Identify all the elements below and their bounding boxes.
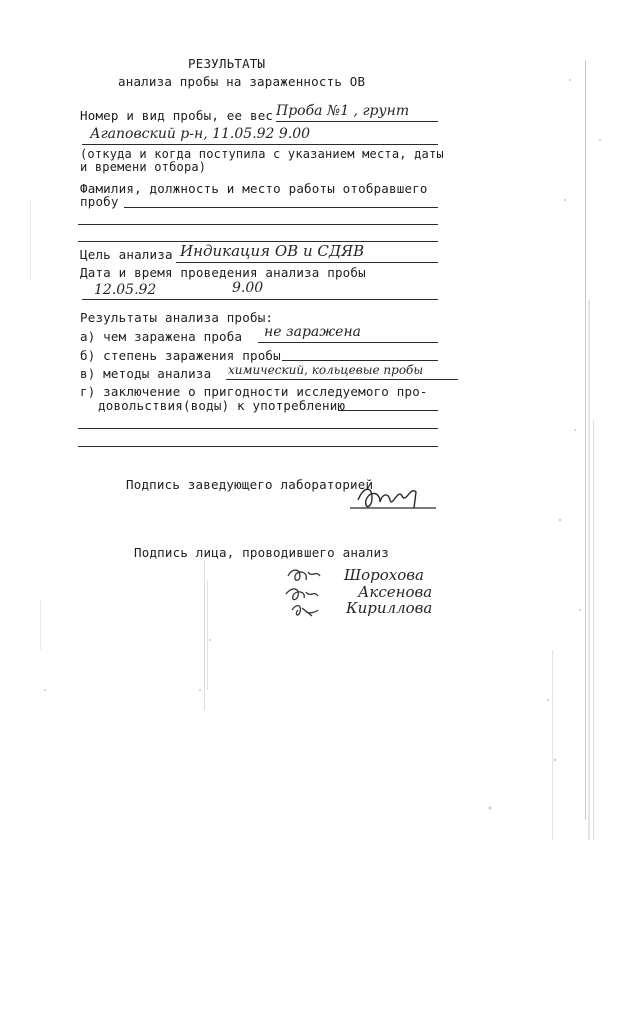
- analyst-signature-label: Подпись лица, проводившего анализ: [134, 545, 389, 560]
- result-g-underline-3: [78, 446, 438, 447]
- page-subtitle: анализа пробы на зараженность ОВ: [118, 74, 366, 89]
- sample-note-line2: и времени отбора): [80, 160, 207, 174]
- result-a-underline: [258, 342, 438, 343]
- result-a-label: а) чем заражена проба: [80, 329, 243, 344]
- result-g-label-line1: г) заключение о пригодности исследуемого про-: [80, 384, 428, 399]
- result-v-value: химический, кольцевые пробы: [228, 363, 424, 377]
- purpose-underline: [176, 262, 438, 263]
- head-signature: [350, 478, 440, 518]
- sample-label: Номер и вид пробы, ее вес: [80, 108, 274, 123]
- sample-origin-value: Агаповский р-н, 11.05.92 9.00: [90, 126, 311, 142]
- sample-underline: [276, 121, 438, 122]
- analysis-date-value: 12.05.92: [94, 282, 157, 298]
- collector-underline-1: [124, 207, 438, 208]
- page-title: РЕЗУЛЬТАТЫ: [188, 56, 266, 71]
- head-signature-label: Подпись заведующего лабораторией: [126, 477, 374, 492]
- datetime-underline: [82, 299, 438, 300]
- result-v-label: в) методы анализа: [80, 366, 212, 381]
- analyst-name-3: Кириллова: [346, 599, 433, 617]
- purpose-value: Индикация ОВ и СДЯВ: [180, 242, 365, 260]
- origin-underline: [82, 144, 438, 145]
- result-g-underline-1: [338, 410, 438, 411]
- collector-underline-2: [78, 224, 438, 225]
- analysis-time-value: 9.00: [232, 280, 264, 296]
- result-b-label: б) степень заражения пробы: [80, 348, 281, 363]
- sample-value: Проба №1 , грунт: [276, 103, 410, 119]
- results-heading: Результаты анализа пробы:: [80, 310, 274, 325]
- result-b-underline: [282, 360, 438, 361]
- result-v-underline: [226, 379, 458, 380]
- sample-note-line1: (откуда и когда поступила с указанием места, даты: [80, 147, 444, 161]
- collector-label-line1: Фамилия, должность и место работы отобравшего: [80, 181, 428, 196]
- result-g-label-line2: довольствия(воды) к употреблению: [98, 398, 346, 413]
- datetime-label: Дата и время проведения анализа пробы: [80, 265, 366, 280]
- result-g-underline-2: [78, 428, 438, 429]
- analyst-name-1: Шорохова: [344, 566, 424, 584]
- purpose-label: Цель анализа: [80, 247, 173, 262]
- analyst-name-2: Аксенова: [358, 583, 433, 601]
- collector-label-line2: пробу: [80, 194, 119, 209]
- result-a-value: не заражена: [264, 324, 362, 340]
- analyst-initials: [282, 564, 352, 624]
